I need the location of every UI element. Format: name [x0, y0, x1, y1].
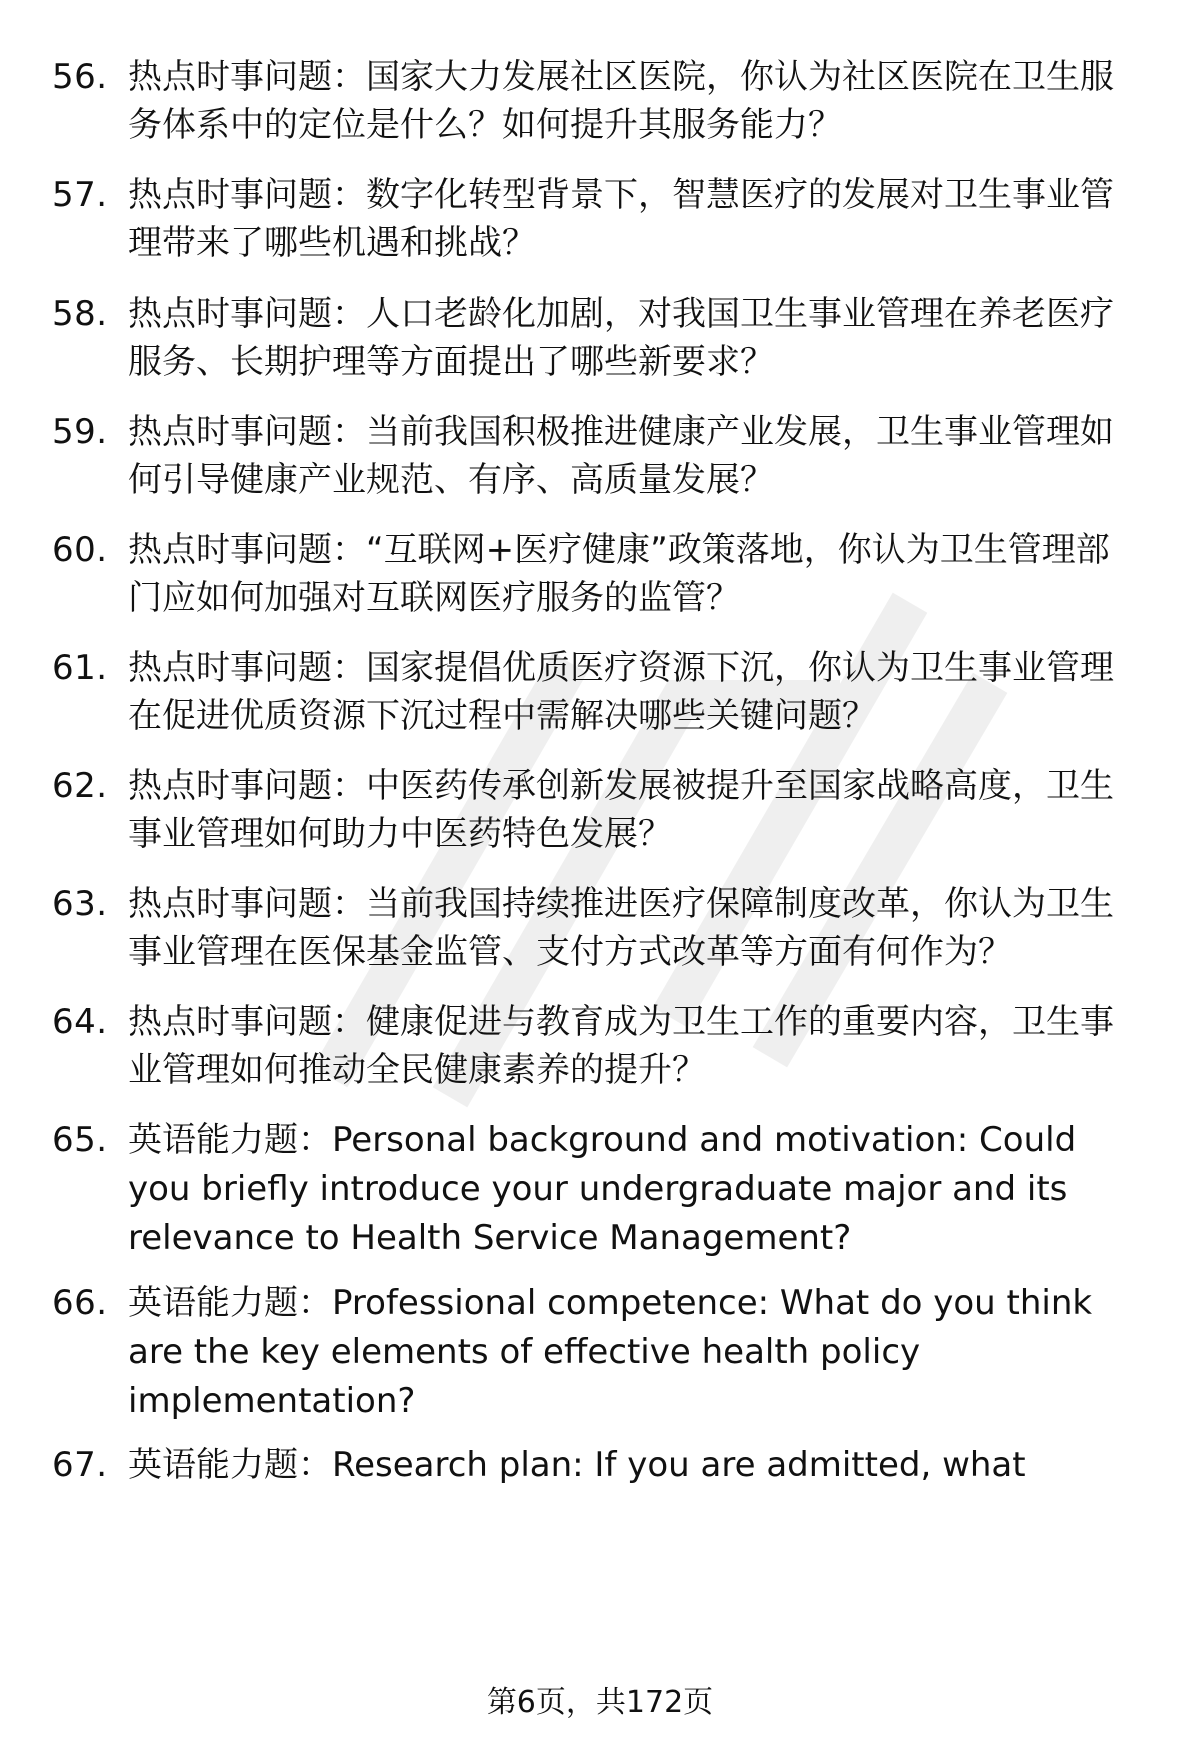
question-item [52, 53, 1142, 149]
question-text: 英语能力题：Personal background and motivation: Could you briefly introduce your undergraduate major and its relevance to Health Service Management? [128, 1120, 1077, 1258]
question-item [52, 1116, 1142, 1263]
question-number: 67. [52, 1445, 108, 1485]
question-text: 热点时事问题：国家提倡优质医疗资源下沉，你认为卫生事业管理在促进优质资源下沉过程中需解决哪些关键问题？ [128, 648, 1114, 736]
question-number: 62. [52, 766, 108, 806]
question-item [52, 1279, 1142, 1426]
question-text: 英语能力题：Professional competence: What do you think are the key elements of effective health policy implementation? [128, 1283, 1093, 1421]
question-number: 60. [52, 530, 108, 570]
question-item [52, 290, 1142, 386]
question-item [52, 526, 1142, 622]
question-number: 66. [52, 1283, 108, 1323]
question-text: 热点时事问题：健康促进与教育成为卫生工作的重要内容，卫生事业管理如何推动全民健康素养的提升？ [128, 1002, 1114, 1090]
question-number: 63. [52, 884, 108, 924]
question-number: 59. [52, 412, 108, 452]
question-number: 61. [52, 648, 108, 688]
question-text: 热点时事问题：人口老龄化加剧，对我国卫生事业管理在养老医疗服务、长期护理等方面提出了哪些新要求？ [128, 294, 1114, 382]
question-text: 热点时事问题：国家大力发展社区医院，你认为社区医院在卫生服务体系中的定位是什么？如何提升其服务能力？ [128, 57, 1114, 145]
question-item [52, 762, 1142, 858]
question-text: 热点时事问题：中医药传承创新发展被提升至国家战略高度，卫生事业管理如何助力中医药特色发展？ [128, 766, 1114, 854]
question-number: 58. [52, 294, 108, 334]
question-number: 65. [52, 1120, 108, 1160]
question-item [52, 408, 1142, 504]
question-item [52, 171, 1142, 267]
question-text: 热点时事问题：“互联网+医疗健康”政策落地，你认为卫生管理部门应如何加强对互联网医疗服务的监管？ [128, 530, 1110, 618]
question-number: 56. [52, 57, 108, 97]
question-text: 英语能力题：Research plan: If you are admitted, what [128, 1445, 1026, 1485]
question-text: 热点时事问题：当前我国积极推进健康产业发展，卫生事业管理如何引导健康产业规范、有序、高质量发展？ [128, 412, 1114, 500]
question-text: 热点时事问题：当前我国持续推进医疗保障制度改革，你认为卫生事业管理在医保基金监管、支付方式改革等方面有何作为？ [128, 884, 1114, 972]
question-item [52, 880, 1142, 976]
question-item [52, 1441, 1142, 1490]
question-number: 64. [52, 1002, 108, 1042]
question-text: 热点时事问题：数字化转型背景下，智慧医疗的发展对卫生事业管理带来了哪些机遇和挑战？ [128, 175, 1114, 263]
question-number: 57. [52, 175, 108, 215]
page-footer: 第6页，共172页 [486, 1685, 714, 1720]
question-item [52, 644, 1142, 740]
question-item [52, 998, 1142, 1094]
